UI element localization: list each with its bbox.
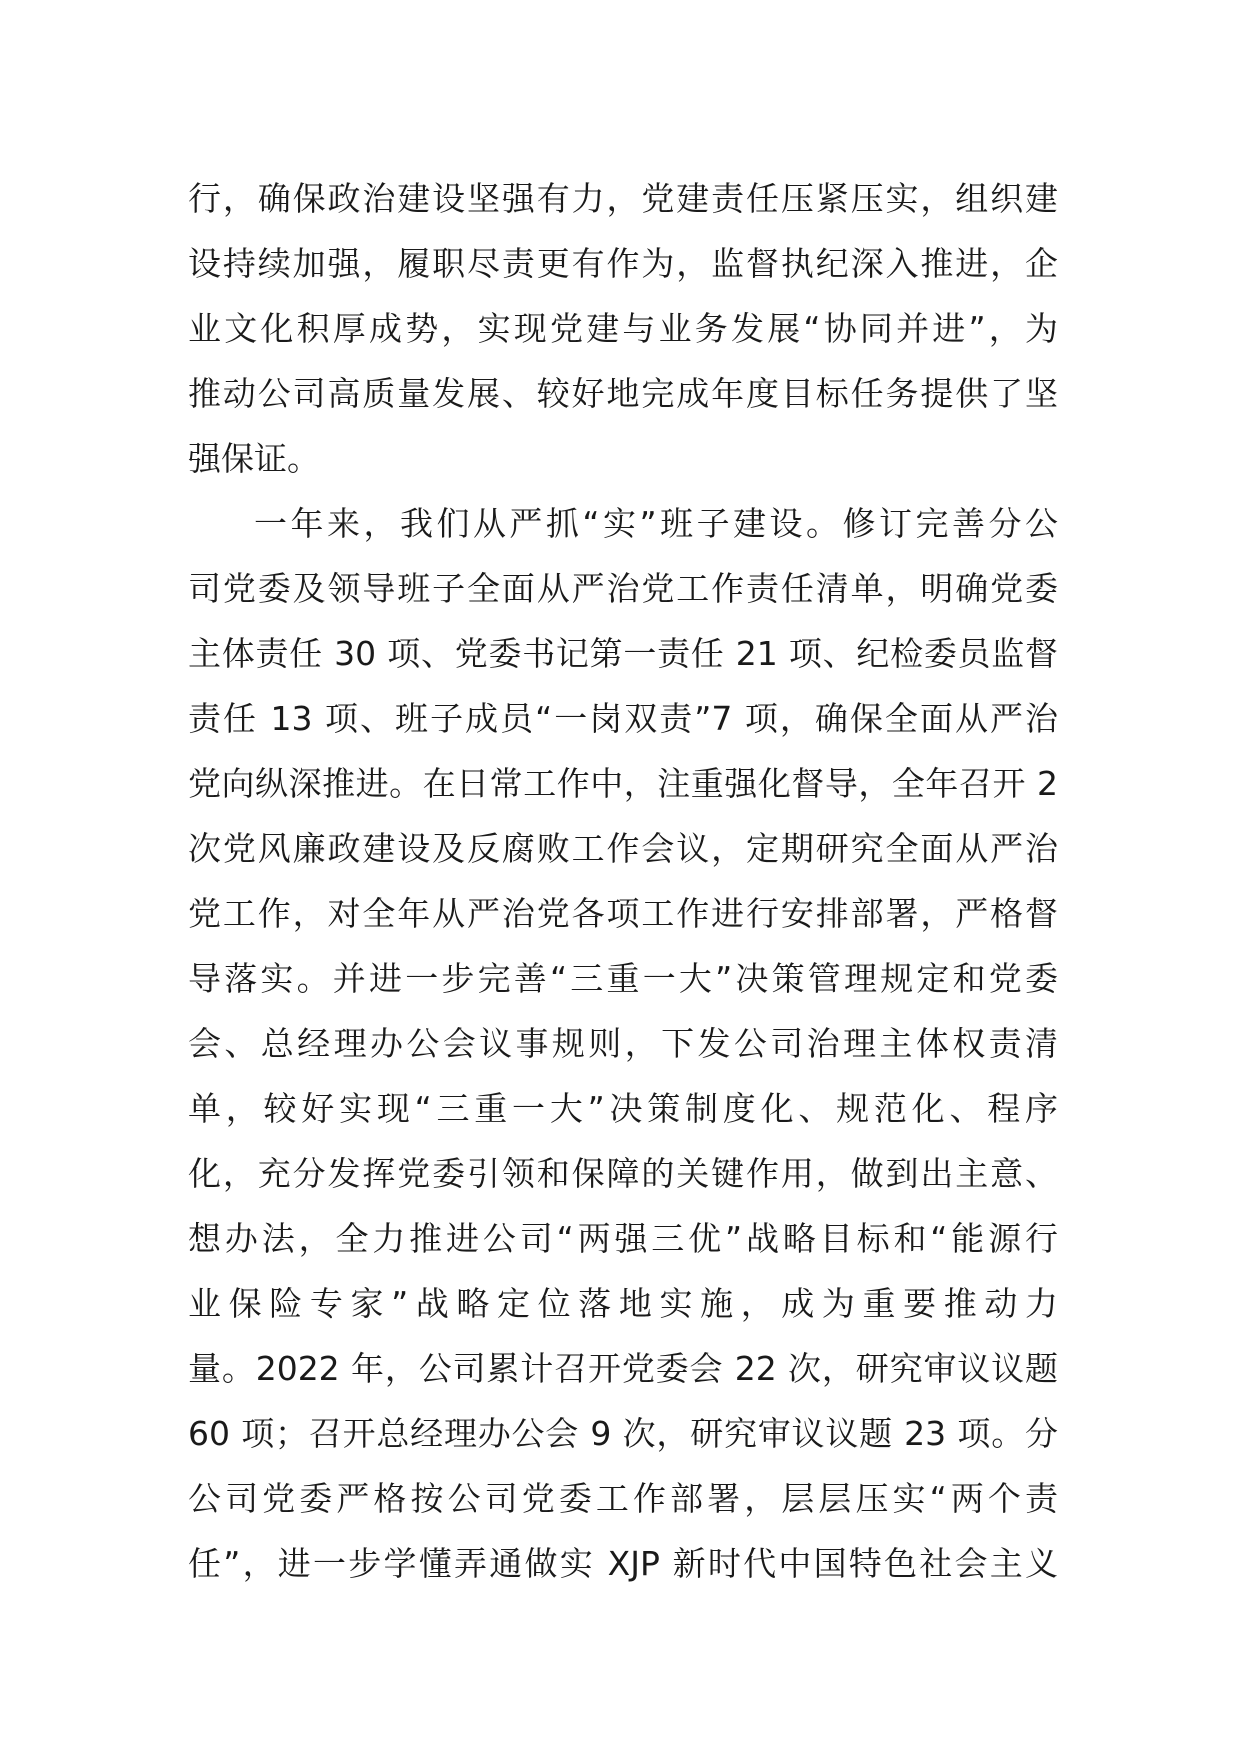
text-line: 想办法，全力推进公司“两强三优”战略目标和“能源行 — [188, 1219, 1058, 1258]
text-line: 业保险专家”战略定位落地实施，成为重要推动力 — [188, 1284, 1058, 1323]
text-line: 党向纵深推进。在日常工作中，注重强化督导，全年召开 2 — [188, 764, 1058, 803]
text-line: 责任 13 项、班子成员“一岗双责”7 项，确保全面从严治 — [188, 699, 1058, 738]
body-text — [188, 166, 1058, 1596]
text-line: 公司党委严格按公司党委工作部署，层层压实“两个责 — [188, 1479, 1058, 1518]
text-line: 司党委及领导班子全面从严治党工作责任清单，明确党委 — [188, 569, 1058, 608]
text-line: 业文化积厚成势，实现党建与业务发展“协同并进”，为 — [188, 309, 1058, 348]
text-line: 党工作，对全年从严治党各项工作进行安排部署，严格督 — [188, 894, 1058, 933]
text-line: 化，充分发挥党委引领和保障的关键作用，做到出主意、 — [188, 1154, 1058, 1193]
text-line: 60 项；召开总经理办公会 9 次，研究审议议题 23 项。分 — [188, 1414, 1058, 1453]
text-line: 主体责任 30 项、党委书记第一责任 21 项、纪检委员监督 — [188, 634, 1058, 673]
text-line: 单，较好实现“三重一大”决策制度化、规范化、程序 — [188, 1089, 1058, 1128]
text-line: 次党风廉政建设及反腐败工作会议，定期研究全面从严治 — [188, 829, 1058, 868]
text-line: 量。2022 年，公司累计召开党委会 22 次，研究审议议题 — [188, 1349, 1058, 1388]
paragraph-end-line: 强保证。 — [188, 439, 320, 478]
paragraph-first-line: 一年来，我们从严抓“实”班子建设。修订完善分公 — [254, 504, 1058, 543]
text-line: 任”，进一步学懂弄通做实 XJP 新时代中国特色社会主义 — [188, 1544, 1058, 1583]
text-line: 推动公司高质量发展、较好地完成年度目标任务提供了坚 — [188, 374, 1058, 413]
text-line: 设持续加强，履职尽责更有作为，监督执纪深入推进，企 — [188, 244, 1058, 283]
text-line: 导落实。并进一步完善“三重一大”决策管理规定和党委 — [188, 959, 1058, 998]
text-line: 会、总经理办公会议事规则，下发公司治理主体权责清 — [188, 1024, 1058, 1063]
text-line: 行，确保政治建设坚强有力，党建责任压紧压实，组织建 — [188, 179, 1058, 218]
